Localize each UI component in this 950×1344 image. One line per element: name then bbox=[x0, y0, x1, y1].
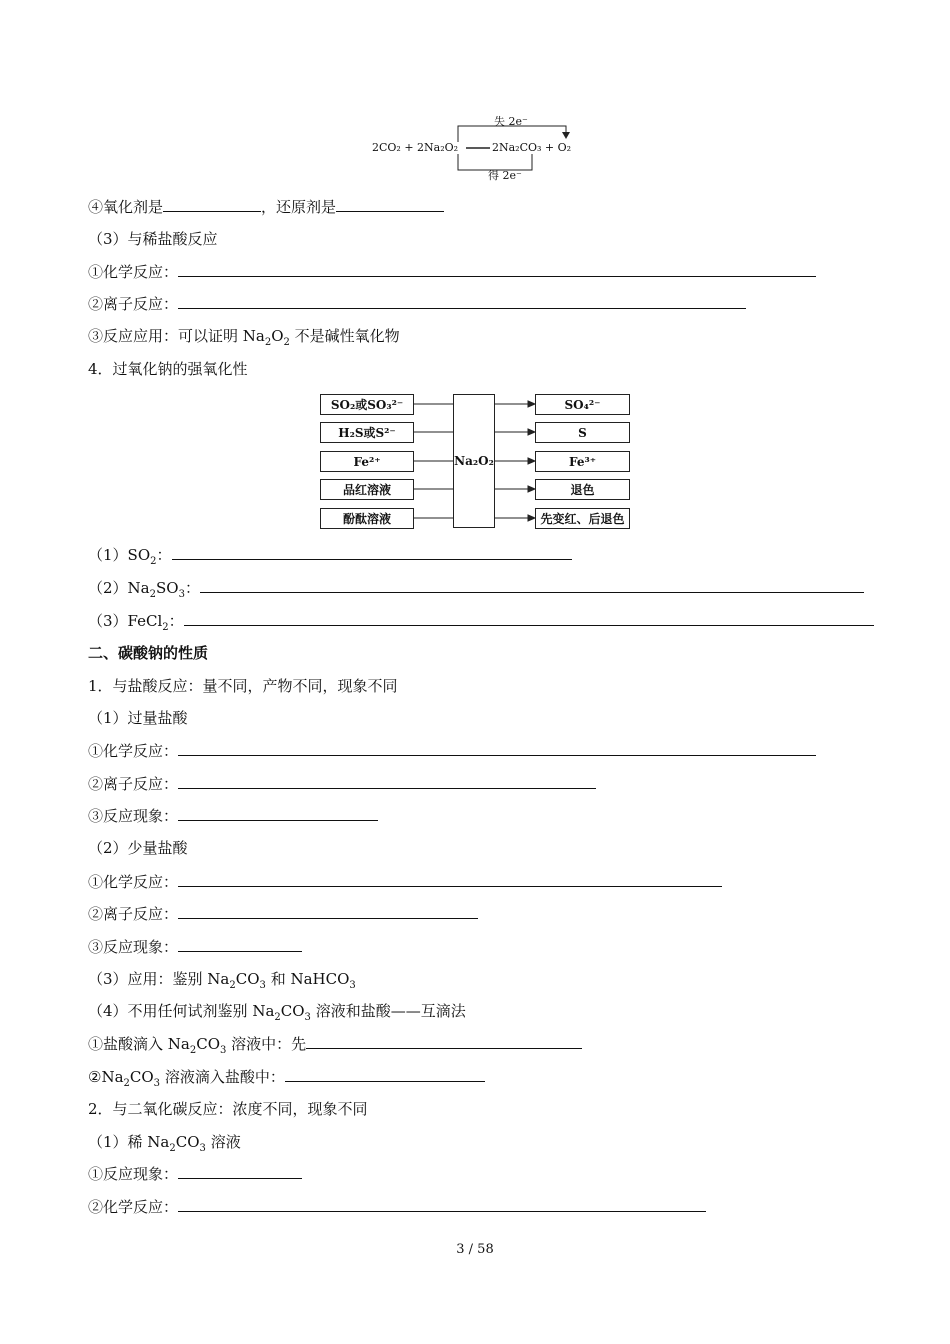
answer-blank[interactable] bbox=[178, 1197, 706, 1212]
text-line: （1）稀 $Na_2CO_3$ 溶液 bbox=[88, 1133, 241, 1154]
section-heading: 4．过氧化钠的强氧化性 bbox=[88, 360, 248, 378]
answer-blank[interactable] bbox=[200, 578, 864, 593]
page-number: 3 / 58 bbox=[456, 1242, 494, 1257]
question-line: （3）FeCl$_2$： bbox=[88, 611, 874, 631]
section-heading: （3）与稀盐酸反应 bbox=[88, 230, 218, 248]
question-line: ③反应现象： bbox=[88, 806, 378, 826]
equation-right: 2Na₂CO₃ + O₂ bbox=[492, 141, 572, 154]
reactant-box: SO₂或SO₃²⁻ bbox=[320, 394, 414, 415]
text-line: ③反应应用：可以证明 $Na_2O_2$ 不是碱性氧化物 bbox=[88, 327, 400, 348]
answer-blank[interactable] bbox=[178, 774, 596, 789]
equation-left: 2CO₂ + 2Na₂O₂ bbox=[372, 141, 459, 154]
product-box: Fe³⁺ bbox=[535, 451, 630, 472]
lose-electron-label: 失 2e⁻ bbox=[494, 115, 528, 128]
question-line: $②Na_2CO_3$ 溶液滴入盐酸中： bbox=[88, 1067, 485, 1087]
question-line: ②化学反应： bbox=[88, 1197, 706, 1217]
question-line: ①反应现象： bbox=[88, 1164, 302, 1184]
section-title: 二、碳酸钠的性质 bbox=[88, 644, 209, 662]
reactant-box: 酚酞溶液 bbox=[320, 508, 414, 529]
question-line: ①化学反应： bbox=[88, 262, 816, 282]
gain-electron-label: 得 2e⁻ bbox=[488, 169, 522, 182]
reactant-box: Fe²⁺ bbox=[320, 451, 414, 472]
answer-blank[interactable] bbox=[178, 741, 816, 756]
answer-blank[interactable] bbox=[172, 545, 572, 560]
question-line: ②离子反应： bbox=[88, 904, 478, 924]
text-line: （3）应用：鉴别 $Na_2CO_3$ 和 NaHCO$_3$ bbox=[88, 970, 356, 991]
section-heading: （2）少量盐酸 bbox=[88, 839, 188, 857]
section-heading: （1）过量盐酸 bbox=[88, 709, 188, 727]
question-line: ①盐酸滴入 $Na_2CO_3$ 溶液中：先 bbox=[88, 1034, 582, 1054]
answer-blank[interactable] bbox=[178, 806, 378, 821]
question-line: ①化学反应： bbox=[88, 872, 722, 892]
answer-blank[interactable] bbox=[178, 937, 302, 952]
reactant-box: H₂S或S²⁻ bbox=[320, 422, 414, 443]
question-line: ①化学反应： bbox=[88, 741, 816, 761]
product-box: SO₄²⁻ bbox=[535, 394, 630, 415]
answer-blank[interactable] bbox=[306, 1034, 582, 1049]
question-line: ②离子反应： bbox=[88, 294, 746, 314]
answer-blank[interactable] bbox=[184, 611, 874, 626]
question-line: ③反应现象： bbox=[88, 937, 302, 957]
answer-blank[interactable] bbox=[285, 1067, 485, 1082]
section-heading: 2．与二氧化碳反应：浓度不同，现象不同 bbox=[88, 1100, 368, 1118]
oxidant-reductant-line: ④氧化剂是 ，还原剂是 bbox=[88, 197, 444, 217]
answer-blank[interactable] bbox=[178, 904, 478, 919]
question-line: $(2)Na_2SO_3$： bbox=[88, 578, 864, 598]
answer-blank[interactable] bbox=[178, 872, 722, 887]
product-box: 退色 bbox=[535, 479, 630, 500]
reactant-box: 品红溶液 bbox=[320, 479, 414, 500]
section-heading: 1．与盐酸反应：量不同，产物不同，现象不同 bbox=[88, 677, 398, 695]
answer-blank[interactable] bbox=[178, 1164, 302, 1179]
question-line: ②离子反应： bbox=[88, 774, 596, 794]
question-line: $(1)SO_2$： bbox=[88, 545, 572, 565]
product-box: 先变红、后退色 bbox=[535, 508, 630, 529]
product-box: S bbox=[535, 422, 630, 443]
center-reagent-box: Na₂O₂ bbox=[453, 394, 495, 528]
text-line: （4）不用任何试剂鉴别 $Na_2CO_3$ 溶液和盐酸——互滴法 bbox=[88, 1002, 466, 1023]
